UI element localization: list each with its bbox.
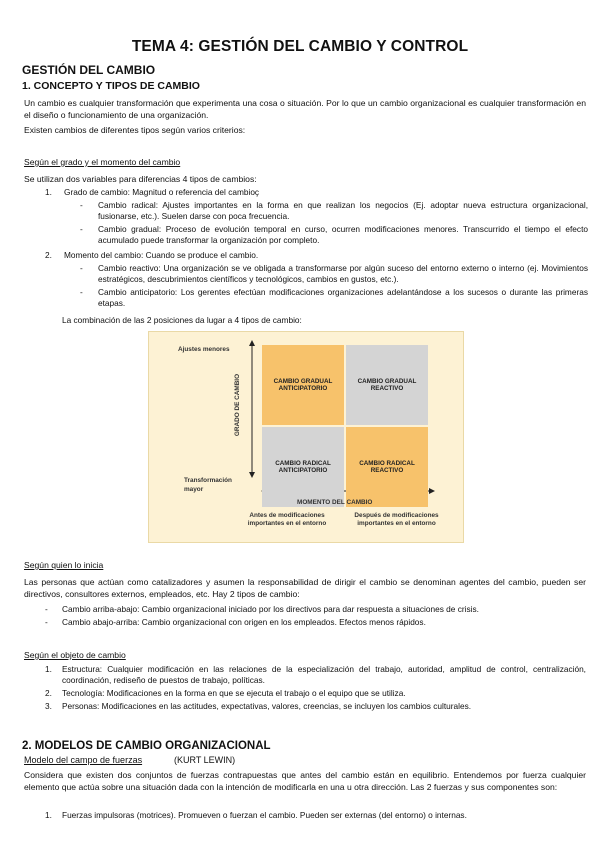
page-title: TEMA 4: GESTIÓN DEL CAMBIO Y CONTROL — [131, 38, 469, 55]
objeto-item-1: Estructura: Cualquier modificación en las relaciones de la especialización del trabajo, autoridad, amplitud de control, centralización, coordinación, rediseño de puestos de trabajo, políticas. — [62, 664, 586, 686]
modelos-heading: 2. MODELOS DE CAMBIO ORGANIZACIONAL — [22, 740, 271, 752]
combo-text: La combinación de las 2 posiciones da lugar a 4 tipos de cambio: — [62, 315, 302, 325]
list-number: 1. — [45, 664, 52, 674]
quien-item-b: Cambio abajo-arriba: Cambio organizacional con origen en los empleados. Efectos menos rápidos. — [62, 617, 426, 627]
y-top-label: Ajustes menores — [178, 346, 230, 353]
grado-item-2b: Cambio anticipatorio: Los gerentes efectúan modificaciones organizaciones adelantándose a los sucesos o durante las primeras etapas. — [98, 287, 588, 309]
modelos-item-1: Fuerzas impulsoras (motrices). Promueven o fuerzan el cambio. Pueden ser externas (del entorno) o internas. — [62, 810, 467, 820]
quien-text: Las personas que actúan como catalizadores y asumen la responsabilidad de dirigir el cambio se denominan agentes del cambio, pueden ser directivos, consultores externos, empleados, etc. Hay 2 tipos de cambio: — [24, 577, 586, 599]
grado-item-1: Grado de cambio: Magnitud o referencia del cambioç — [64, 187, 260, 197]
x-right-label: Después de modificaciones importantes en el entorno — [354, 512, 439, 527]
y-bottom-label: Transformación mayor — [184, 477, 232, 493]
cell-gradual-anticipatorio: CAMBIO GRADUAL ANTICIPATORIO — [262, 345, 344, 425]
grado-item-2: Momento del cambio: Cuando se produce el cambio. — [64, 250, 259, 260]
list-number: 1. — [45, 810, 52, 820]
objeto-item-2: Tecnología: Modificaciones en la forma en que se ejecuta el trabajo o el equipo que se utiliza. — [62, 688, 406, 698]
y-axis-label: GRADO DE CAMBIO — [234, 373, 241, 437]
grado-lead: Se utilizan dos variables para diferencias 4 tipos de cambios: — [24, 174, 257, 184]
list-number: 2. — [45, 688, 52, 698]
bullet-dash: - — [45, 604, 48, 614]
bullet-dash: - — [45, 617, 48, 627]
quien-heading: Según quien lo inicia — [24, 560, 104, 570]
cell-gradual-reactivo: CAMBIO GRADUAL REACTIVO — [346, 345, 428, 425]
modelos-subheading — [24, 755, 142, 765]
intro-paragraph: Un cambio es cualquier transformación que experimenta una cosa o situación. Por lo que un cambio organizacional es cualquier transformación en el diseño o funcionamiento de una organización. — [24, 98, 586, 120]
quien-item-a: Cambio arriba-abajo: Cambio organizacional iniciado por los directivos para dar respuesta a situaciones de crisis. — [62, 604, 479, 614]
change-types-diagram — [148, 331, 464, 543]
grado-item-1b: Cambio gradual: Proceso de evolución temporal en curso, ocurren modificaciones menores. Transcurrido el tiempo el efecto acumulado puede transformar la organización por completo. — [98, 224, 588, 246]
list-number: 3. — [45, 701, 52, 711]
bullet-dash: - — [80, 224, 83, 234]
objeto-item-3: Personas: Modificaciones en las actitudes, expectativas, valores, creencias, se incluyen los cambios culturales. — [62, 701, 472, 711]
grado-item-1a: Cambio radical: Ajustes importantes en la forma en que realizan los negocios (Ej. adoptar nueva estructura organizacional, fusionarse, etc.). Suelen darse con poca frecuencia. — [98, 200, 588, 222]
cell-radical-reactivo: CAMBIO RADICAL REACTIVO — [346, 427, 428, 507]
grado-heading: Según el grado y el momento del cambio — [24, 157, 181, 167]
section-heading: GESTIÓN DEL CAMBIO — [22, 63, 156, 77]
cell-radical-anticipatorio: CAMBIO RADICAL ANTICIPATORIO — [262, 427, 344, 507]
x-left-label: Antes de modificaciones importantes en el entorno — [247, 512, 327, 527]
list-number: 1. — [45, 187, 52, 197]
bullet-dash: - — [80, 200, 83, 210]
x-axis-label: MOMENTO DEL CAMBIO — [297, 499, 373, 506]
objeto-heading: Según el objeto de cambio — [24, 650, 126, 660]
intro-paragraph-2: Existen cambios de diferentes tipos según varios criterios: — [24, 125, 246, 135]
bullet-dash: - — [80, 263, 83, 273]
modelos-text: Considera que existen dos conjuntos de fuerzas contrapuestas que antes del cambio están en equilibrio. Entendemos por fuerza cualquier elemento que actúa sobre una situación dada con la intención de modificarla en una u otra dirección. Las 2 fuerzas y sus componentes son: — [24, 770, 586, 792]
bullet-dash: - — [80, 287, 83, 297]
grado-item-2a: Cambio reactivo: Una organización se ve obligada a transformarse por algún suceso del entorno externo o interno (ej. Movimientos estratégicos, descubrimientos científicos y tecnológicos, cambios en gustos, etc.). — [98, 263, 588, 285]
modelo-author: (KURT LEWIN) — [174, 755, 236, 765]
list-number: 2. — [45, 250, 52, 260]
subsection-heading: 1. CONCEPTO Y TIPOS DE CAMBIO — [22, 80, 200, 92]
modelo-name: Modelo del campo de fuerzas — [24, 755, 143, 765]
